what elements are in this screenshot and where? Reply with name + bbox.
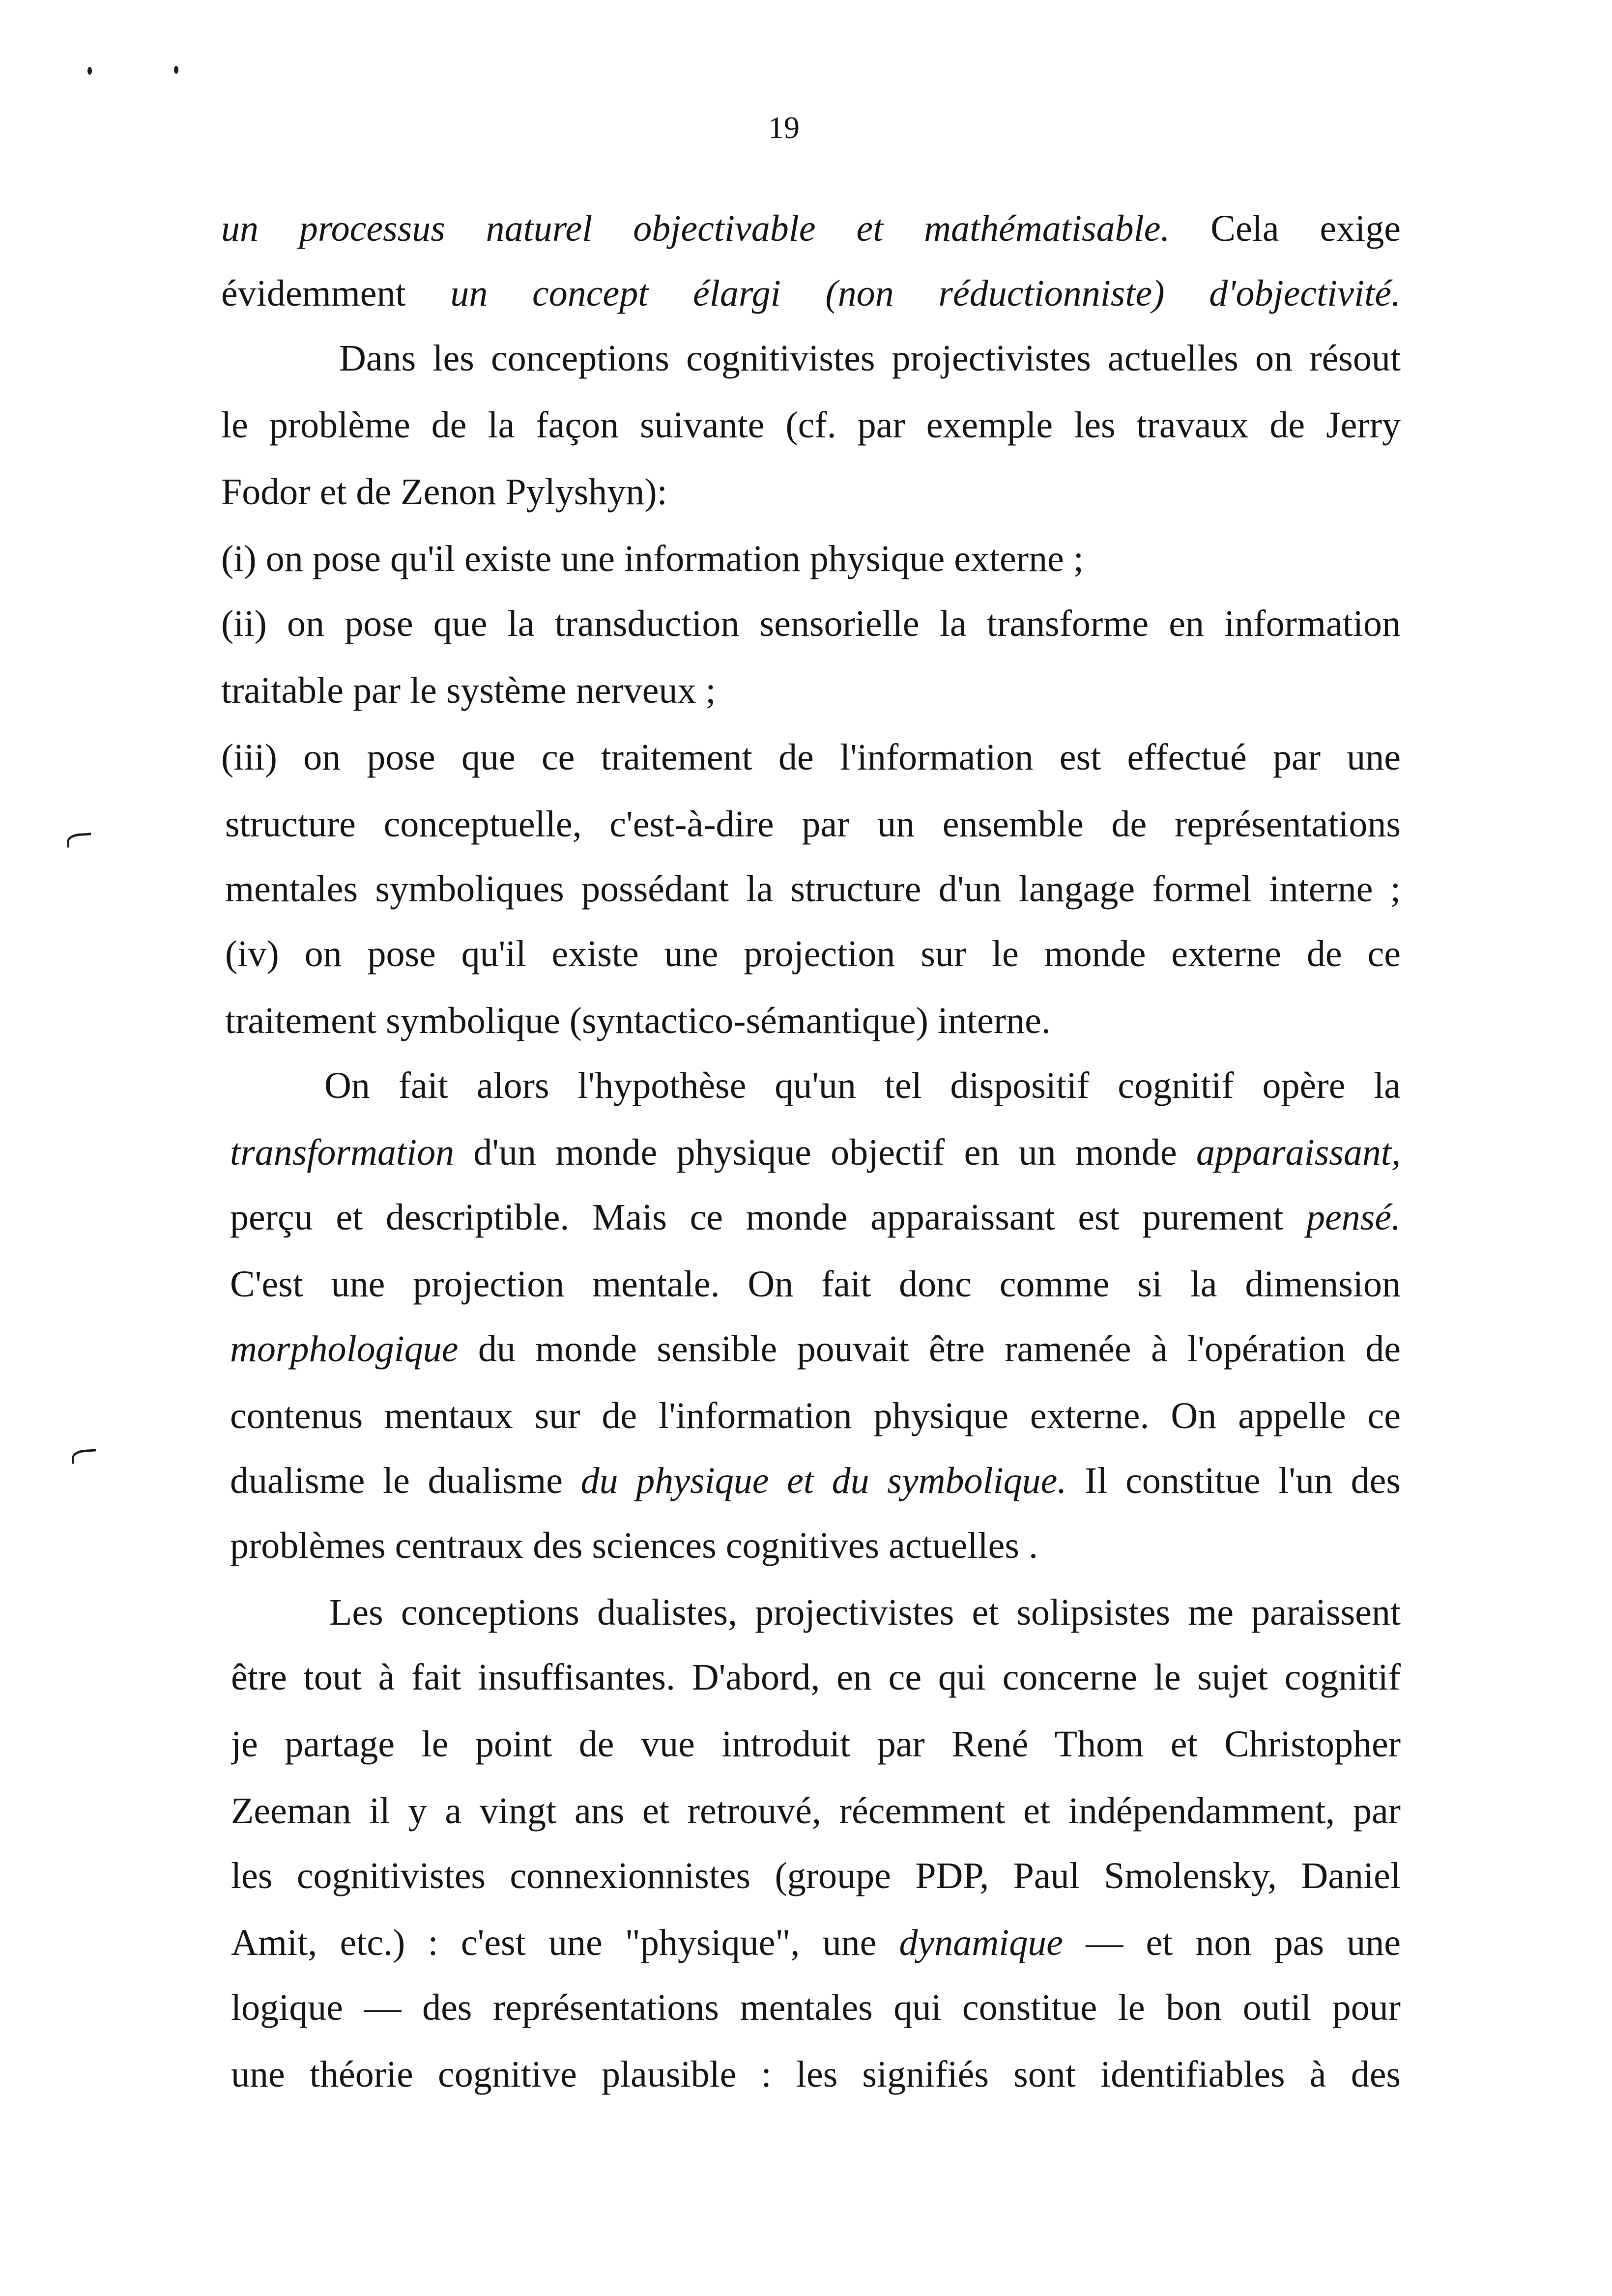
- text-segment: du monde sensible pouvait être ramenée à l'opération de: [458, 1328, 1401, 1370]
- text-segment: perçu et descriptible. Mais ce monde apparaissant est purement: [230, 1197, 1306, 1238]
- text-segment: — et non pas une: [1063, 1922, 1401, 1963]
- text-line: [231, 2052, 1401, 2097]
- text-segment: évidemment: [221, 273, 451, 314]
- text-line: [231, 1722, 1401, 1767]
- italic-text: morphologique: [230, 1328, 459, 1370]
- text-line: [221, 271, 1401, 316]
- italic-text: pensé.: [1306, 1197, 1401, 1238]
- scan-speck: [87, 67, 92, 75]
- text-segment: Il constitue l'un des: [1066, 1460, 1401, 1501]
- text-line: [231, 1789, 1401, 1834]
- margin-mark: [71, 1449, 97, 1464]
- text-line: [230, 1394, 1401, 1438]
- text-line: [230, 1327, 1401, 1372]
- text-segment: Fodor et de Zenon Pylyshyn):: [221, 471, 667, 513]
- text-segment: Cela exige: [1170, 208, 1401, 249]
- text-line: [221, 735, 1401, 780]
- text-line: [231, 1854, 1401, 1898]
- text-segment: (iii) on pose que ce traitement de l'information est effectué par une: [221, 737, 1401, 778]
- text-line: [231, 1985, 1401, 2030]
- text-line: [230, 1195, 1401, 1240]
- italic-text: du physique et du symbolique.: [580, 1460, 1067, 1501]
- text-segment: traitable par le système nerveux ;: [221, 670, 716, 711]
- text-segment: Les conceptions dualistes, projectivistes et solipsistes me paraissent: [329, 1592, 1401, 1633]
- text-line: [225, 999, 1401, 1043]
- text-segment: structure conceptuelle, c'est-à-dire par un ensemble de représentations: [225, 804, 1401, 845]
- text-line: [221, 206, 1401, 251]
- text-line: [231, 1921, 1401, 1965]
- text-segment: traitement symbolique (syntactico-sémantique) interne.: [225, 1000, 1051, 1041]
- text-segment: (iv) on pose qu'il existe une projection sur le monde externe de ce: [225, 933, 1401, 975]
- text-segment: (ii) on pose que la transduction sensorielle la transforme en information: [221, 603, 1401, 644]
- text-line: [230, 1459, 1401, 1503]
- text-segment: Zeeman il y a vingt ans et retrouvé, récemment et indépendamment, par: [231, 1790, 1401, 1832]
- text-line: [221, 602, 1401, 646]
- text-segment: d'un monde physique objectif en un monde: [454, 1132, 1197, 1173]
- text-segment: (i) on pose qu'il existe une information physique externe ;: [221, 538, 1084, 579]
- italic-text: dynamique: [899, 1922, 1064, 1963]
- text-line: [221, 403, 1401, 448]
- text-segment: Dans les conceptions cognitivistes projectivistes actuelles on résout: [339, 338, 1401, 379]
- text-line: [221, 470, 1401, 515]
- text-line: [221, 668, 1401, 713]
- scan-speck: [174, 66, 178, 74]
- text-segment: mentales symboliques possédant la structure d'un langage formel interne ;: [225, 868, 1401, 910]
- text-line: [339, 336, 1401, 381]
- italic-text: un processus naturel objectivable et mathématisable.: [221, 208, 1170, 249]
- text-segment: logique — des représentations mentales qui constitue le bon outil pour: [231, 1987, 1401, 2028]
- text-segment: je partage le point de vue introduit par René Thom et Christopher: [231, 1723, 1401, 1765]
- text-line: [230, 1130, 1401, 1175]
- text-segment: dualisme le dualisme: [230, 1460, 581, 1501]
- text-line: [329, 1590, 1401, 1635]
- text-segment: le problème de la façon suivante (cf. par exemple les travaux de Jerry: [221, 404, 1401, 446]
- text-line: [230, 1262, 1401, 1307]
- text-line: [225, 932, 1401, 976]
- text-segment: les cognitivistes connexionnistes (groupe PDP, Paul Smolensky, Daniel: [231, 1855, 1401, 1896]
- text-line: [225, 802, 1401, 847]
- text-segment: problèmes centraux des sciences cognitives actuelles .: [230, 1525, 1038, 1566]
- text-line: [231, 1655, 1401, 1700]
- text-segment: contenus mentaux sur de l'information physique externe. On appelle ce: [230, 1395, 1401, 1436]
- text-segment: C'est une projection mentale. On fait donc comme si la dimension: [230, 1263, 1401, 1305]
- page-number: 19: [768, 110, 800, 145]
- text-segment: une théorie cognitive plausible : les signifiés sont identifiables à des: [231, 2054, 1401, 2095]
- text-segment: On fait alors l'hypothèse qu'un tel dispositif cognitif opère la: [324, 1065, 1401, 1106]
- italic-text: transformation: [230, 1132, 455, 1173]
- italic-text: un concept élargi (non réductionniste) d'objectivité.: [450, 273, 1401, 314]
- text-line: [230, 1523, 1401, 1568]
- italic-text: apparaissant,: [1196, 1132, 1401, 1173]
- margin-mark: [66, 832, 92, 847]
- text-line: [225, 867, 1401, 912]
- text-line: [324, 1063, 1401, 1108]
- text-segment: Amit, etc.) : c'est une "physique", une: [231, 1922, 899, 1963]
- text-segment: être tout à fait insuffisantes. D'abord, en ce qui concerne le sujet cognitif: [231, 1657, 1401, 1698]
- text-line: [221, 537, 1401, 581]
